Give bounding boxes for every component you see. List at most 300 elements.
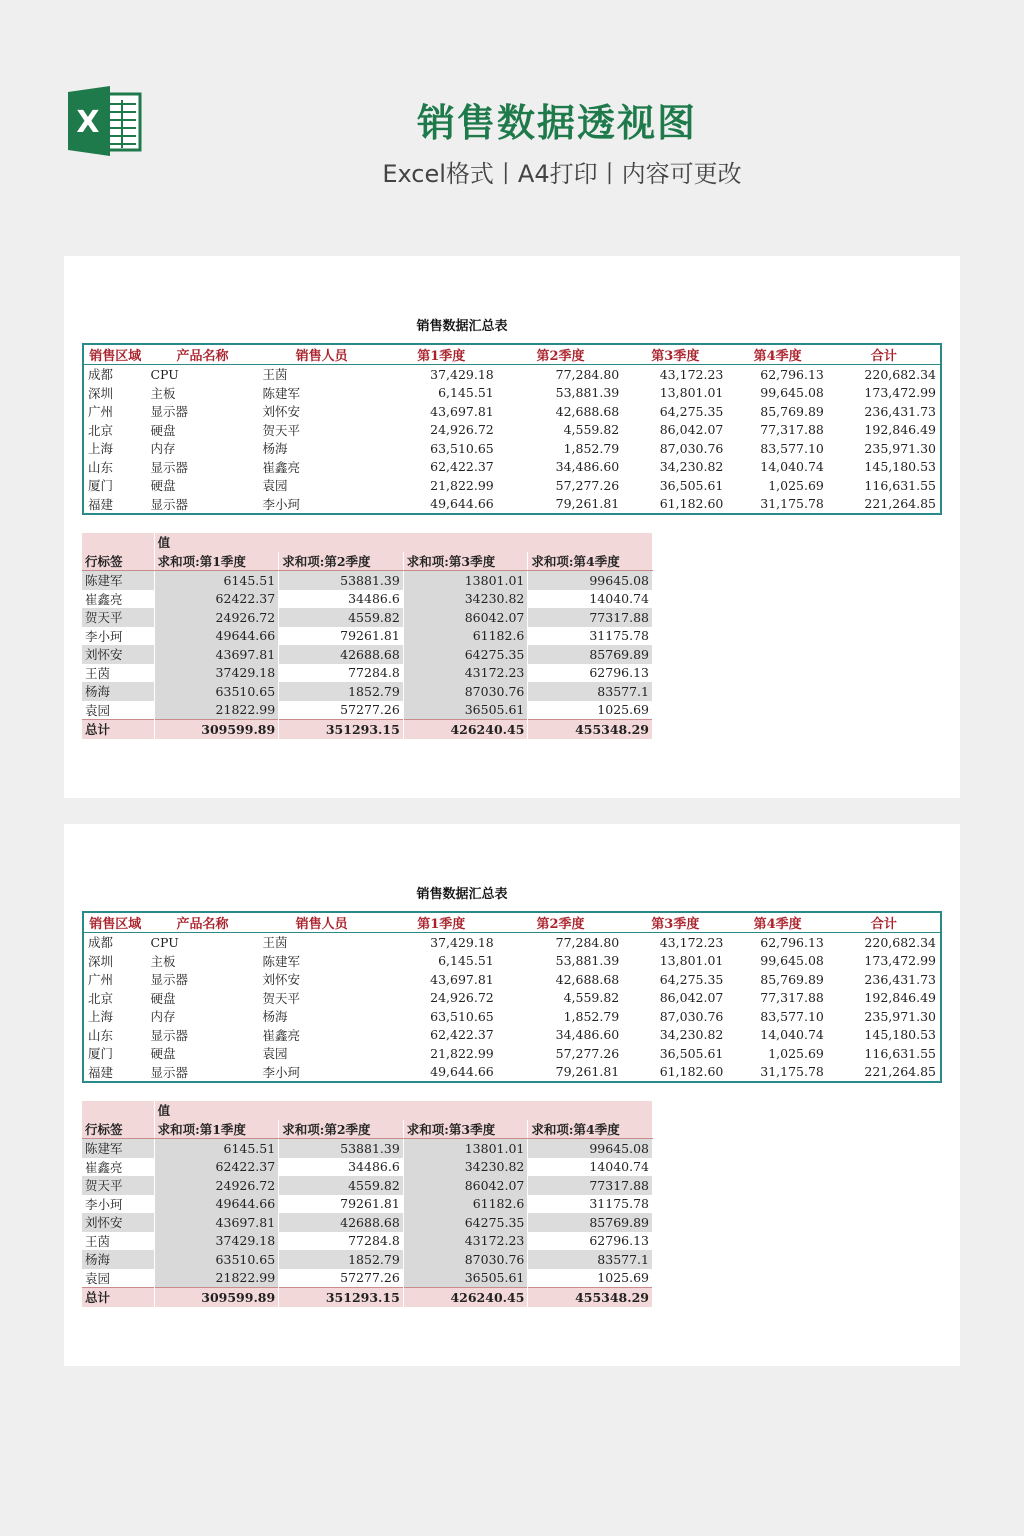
pivot-row-name: 李小珂 — [82, 1195, 154, 1214]
pivot-table — [82, 533, 653, 739]
table-row — [83, 365, 941, 384]
pivot-cell: 79261.81 — [279, 1195, 404, 1214]
pivot-total-cell: 426240.45 — [403, 720, 528, 739]
table-cell: 硬盘 — [150, 1046, 176, 1062]
pivot-cell: 64275.35 — [403, 1213, 528, 1232]
pivot-total-label: 总计 — [82, 1288, 154, 1307]
table-cell: 221,264.85 — [864, 1064, 936, 1080]
column-header: 产品名称 — [146, 912, 258, 933]
pivot-row — [82, 664, 653, 683]
table-row — [83, 402, 941, 421]
pivot-cell: 79261.81 — [279, 627, 404, 646]
pivot-blank — [82, 533, 154, 552]
pivot-row — [82, 1195, 653, 1214]
table-row — [83, 495, 941, 515]
summary-header-row — [83, 912, 941, 933]
pivot-cell: 36505.61 — [403, 701, 528, 720]
table-cell: 6,145.51 — [438, 953, 494, 969]
table-cell: 63,510.65 — [430, 440, 494, 456]
table-cell: 刘怀安 — [262, 972, 300, 988]
pivot-cell: 4559.82 — [279, 608, 404, 627]
column-header: 销售人员 — [258, 344, 384, 365]
pivot-cell: 99645.08 — [528, 1139, 653, 1158]
pivot-row-name: 袁园 — [82, 1269, 154, 1288]
table-cell: 62,796.13 — [760, 934, 824, 950]
table-cell: 13,801.01 — [659, 953, 724, 969]
pivot-total-label: 总计 — [82, 720, 154, 739]
pivot-cell: 64275.35 — [403, 645, 528, 664]
pivot-row — [82, 608, 653, 627]
pivot-cell: 4559.82 — [279, 1176, 404, 1195]
page-subtitle: Excel格式丨A4打印丨内容可更改 — [382, 160, 742, 188]
pivot-total-cell: 309599.89 — [154, 720, 279, 739]
table-cell: 77,284.80 — [555, 934, 620, 950]
pivot-cell: 87030.76 — [403, 1250, 528, 1269]
pivot-cell: 62422.37 — [154, 590, 279, 609]
pivot-row — [82, 627, 653, 646]
pivot-row-name: 陈建军 — [82, 1139, 154, 1158]
pivot-total-cell: 455348.29 — [528, 1288, 653, 1307]
pivot-cell: 83577.1 — [528, 1250, 653, 1269]
pivot-cell: 77284.8 — [279, 664, 404, 683]
pivot-cell: 53881.39 — [279, 571, 404, 590]
pivot-row — [82, 701, 653, 720]
table-cell: 53,881.39 — [555, 953, 620, 969]
table-cell: 85,769.89 — [760, 971, 824, 987]
pivot-blank — [82, 1101, 154, 1120]
pivot-column-header: 求和项:第4季度 — [528, 1120, 653, 1139]
table-cell: 53,881.39 — [555, 385, 620, 401]
pivot-cell: 85769.89 — [528, 645, 653, 664]
table-cell: 79,261.81 — [555, 496, 620, 512]
pivot-cell: 77317.88 — [528, 608, 653, 627]
pivot-cell: 43172.23 — [403, 664, 528, 683]
table-cell: 77,317.88 — [760, 990, 824, 1006]
pivot-header-row — [82, 1120, 653, 1139]
table-cell: 上海 — [88, 441, 114, 457]
table-cell: 广州 — [88, 404, 114, 420]
pivot-cell: 34230.82 — [403, 590, 528, 609]
table-cell: 4,559.82 — [563, 422, 620, 438]
table-cell: 87,030.76 — [659, 440, 724, 456]
table-cell: 236,431.73 — [864, 971, 936, 987]
pivot-cell: 77317.88 — [528, 1176, 653, 1195]
table-cell: 43,697.81 — [430, 971, 494, 987]
table-cell: 83,577.10 — [760, 440, 824, 456]
table-cell: 李小珂 — [262, 496, 300, 512]
pivot-cell: 37429.18 — [154, 664, 279, 683]
table-cell: 24,926.72 — [430, 990, 494, 1006]
table-cell: 主板 — [150, 385, 176, 401]
sheet-preview-1 — [64, 256, 960, 798]
pivot-row — [82, 1269, 653, 1288]
table-row — [83, 476, 941, 495]
pivot-row — [82, 1139, 653, 1158]
table-cell: 64,275.35 — [659, 403, 724, 419]
pivot-header-row — [82, 552, 653, 571]
column-header: 第1季度 — [385, 344, 498, 365]
table-row — [83, 970, 941, 989]
pivot-cell: 57277.26 — [279, 1269, 404, 1288]
pivot-cell: 13801.01 — [403, 571, 528, 590]
table-cell: 山东 — [88, 1027, 114, 1043]
table-cell: 福建 — [88, 1064, 114, 1080]
table-row — [83, 439, 941, 458]
table-cell: 49,644.66 — [430, 1064, 494, 1080]
column-header: 合计 — [828, 912, 941, 933]
pivot-value-row — [82, 1101, 653, 1120]
pivot-total-row — [82, 720, 653, 739]
table-cell: 厦门 — [88, 1046, 114, 1062]
table-cell: 63,510.65 — [430, 1008, 494, 1024]
table-cell: 1,852.79 — [563, 1008, 620, 1024]
pivot-row-name: 陈建军 — [82, 571, 154, 590]
table-cell: 34,486.60 — [555, 459, 620, 475]
table-cell: 83,577.10 — [760, 1008, 824, 1024]
table-cell: 62,796.13 — [760, 366, 824, 382]
table-cell: 220,682.34 — [864, 366, 936, 382]
pivot-cell: 63510.65 — [154, 682, 279, 701]
table-cell: 14,040.74 — [760, 1027, 824, 1043]
pivot-cell: 34486.6 — [279, 590, 404, 609]
table-cell: 李小珂 — [262, 1064, 300, 1080]
table-cell: 1,852.79 — [563, 440, 620, 456]
pivot-row-name: 崔鑫亮 — [82, 590, 154, 609]
table-cell: 21,822.99 — [430, 1045, 494, 1061]
pivot-column-header: 求和项:第2季度 — [279, 1120, 404, 1139]
pivot-cell: 42688.68 — [279, 1213, 404, 1232]
table-cell: 硬盘 — [150, 478, 176, 494]
pivot-row — [82, 682, 653, 701]
summary-header-row — [83, 344, 941, 365]
table-cell: 116,631.55 — [864, 477, 936, 493]
table-cell: 79,261.81 — [555, 1064, 620, 1080]
table-cell: 61,182.60 — [659, 496, 724, 512]
pivot-column-header: 求和项:第4季度 — [528, 552, 653, 571]
table-cell: 86,042.07 — [659, 990, 724, 1006]
table-cell: 36,505.61 — [659, 1045, 724, 1061]
table-cell: 43,697.81 — [430, 403, 494, 419]
pivot-cell: 6145.51 — [154, 1139, 279, 1158]
pivot-cell: 86042.07 — [403, 1176, 528, 1195]
table-row — [83, 989, 941, 1008]
column-header: 销售人员 — [258, 912, 384, 933]
table-cell: 深圳 — [88, 953, 114, 969]
pivot-cell: 24926.72 — [154, 608, 279, 627]
pivot-column-header: 求和项:第1季度 — [154, 552, 279, 571]
pivot-cell: 53881.39 — [279, 1139, 404, 1158]
table-row — [83, 933, 941, 952]
table-row — [83, 1026, 941, 1045]
table-cell: 成都 — [88, 935, 114, 951]
pivot-column-header: 求和项:第1季度 — [154, 1120, 279, 1139]
table-cell: 1,025.69 — [768, 1045, 824, 1061]
table-cell: 99,645.08 — [760, 385, 824, 401]
pivot-row — [82, 645, 653, 664]
table-cell: 99,645.08 — [760, 953, 824, 969]
table-cell: 显示器 — [150, 972, 188, 988]
sheet-title: 销售数据汇总表 — [416, 887, 508, 902]
table-cell: 43,172.23 — [659, 366, 724, 382]
pivot-cell: 49644.66 — [154, 627, 279, 646]
table-cell: 贺天平 — [262, 422, 300, 438]
pivot-cell: 62796.13 — [528, 664, 653, 683]
pivot-row-name: 刘怀安 — [82, 1213, 154, 1232]
pivot-cell: 31175.78 — [528, 627, 653, 646]
table-cell: 6,145.51 — [438, 385, 494, 401]
table-cell: 显示器 — [150, 404, 188, 420]
table-cell: 杨海 — [262, 441, 288, 457]
table-cell: 21,822.99 — [430, 477, 494, 493]
pivot-table — [82, 1101, 653, 1307]
pivot-cell: 6145.51 — [154, 571, 279, 590]
pivot-cell: 99645.08 — [528, 571, 653, 590]
table-row — [83, 384, 941, 403]
pivot-row-name: 崔鑫亮 — [82, 1158, 154, 1177]
column-header: 销售区域 — [83, 344, 146, 365]
table-cell: 显示器 — [150, 496, 188, 512]
table-cell: 77,317.88 — [760, 422, 824, 438]
table-cell: 13,801.01 — [659, 385, 724, 401]
pivot-cell: 63510.65 — [154, 1250, 279, 1269]
pivot-value-label: 值 — [154, 1101, 652, 1120]
table-cell: 221,264.85 — [864, 496, 936, 512]
pivot-row-name: 杨海 — [82, 682, 154, 701]
table-cell: 85,769.89 — [760, 403, 824, 419]
table-cell: 陈建军 — [262, 385, 300, 401]
table-row — [83, 1044, 941, 1063]
pivot-cell: 43697.81 — [154, 1213, 279, 1232]
table-cell: 广州 — [88, 972, 114, 988]
table-cell: 主板 — [150, 953, 176, 969]
table-cell: 34,230.82 — [659, 459, 724, 475]
table-cell: 福建 — [88, 496, 114, 512]
table-row — [83, 1007, 941, 1026]
pivot-cell: 1852.79 — [279, 682, 404, 701]
table-cell: 192,846.49 — [864, 422, 936, 438]
pivot-cell: 14040.74 — [528, 590, 653, 609]
pivot-row-name: 王茵 — [82, 664, 154, 683]
table-cell: 77,284.80 — [555, 366, 620, 382]
table-cell: 王茵 — [262, 935, 288, 951]
pivot-cell: 21822.99 — [154, 701, 279, 720]
table-cell: 硬盘 — [150, 422, 176, 438]
table-cell: 贺天平 — [262, 990, 300, 1006]
logo-letter: X — [76, 105, 100, 140]
table-cell: 236,431.73 — [864, 403, 936, 419]
table-cell: 57,277.26 — [555, 1045, 620, 1061]
sheet-preview-2 — [64, 824, 960, 1366]
table-cell: 4,559.82 — [563, 990, 620, 1006]
page-header — [0, 0, 1024, 240]
pivot-value-row — [82, 533, 653, 552]
pivot-cell: 86042.07 — [403, 608, 528, 627]
pivot-row-name: 王茵 — [82, 1232, 154, 1251]
table-cell: 62,422.37 — [430, 459, 494, 475]
pivot-cell: 83577.1 — [528, 682, 653, 701]
pivot-cell: 21822.99 — [154, 1269, 279, 1288]
table-cell: 袁园 — [262, 1046, 288, 1062]
table-cell: 成都 — [88, 367, 114, 383]
table-cell: 37,429.18 — [430, 366, 494, 382]
pivot-column-header: 求和项:第2季度 — [279, 552, 404, 571]
table-cell: 杨海 — [262, 1009, 288, 1025]
pivot-total-cell: 426240.45 — [403, 1288, 528, 1307]
table-cell: 36,505.61 — [659, 477, 724, 493]
pivot-cell: 43172.23 — [403, 1232, 528, 1251]
table-cell: 220,682.34 — [864, 934, 936, 950]
table-row — [83, 1063, 941, 1083]
column-header: 第2季度 — [498, 344, 624, 365]
column-header: 第1季度 — [385, 912, 498, 933]
pivot-cell: 1852.79 — [279, 1250, 404, 1269]
column-header: 合计 — [828, 344, 941, 365]
table-row — [83, 952, 941, 971]
table-cell: CPU — [150, 366, 179, 382]
table-cell: 北京 — [88, 422, 114, 438]
column-header: 销售区域 — [83, 912, 146, 933]
pivot-cell: 24926.72 — [154, 1176, 279, 1195]
table-cell: 显示器 — [150, 459, 188, 475]
table-cell: 厦门 — [88, 478, 114, 494]
summary-table — [82, 911, 942, 1083]
pivot-cell: 49644.66 — [154, 1195, 279, 1214]
sheet-title: 销售数据汇总表 — [416, 319, 508, 334]
table-cell: 山东 — [88, 459, 114, 475]
pivot-cell: 31175.78 — [528, 1195, 653, 1214]
pivot-total-row — [82, 1288, 653, 1307]
pivot-cell: 1025.69 — [528, 701, 653, 720]
table-cell: 崔鑫亮 — [262, 1027, 300, 1043]
pivot-cell: 34230.82 — [403, 1158, 528, 1177]
pivot-cell: 62796.13 — [528, 1232, 653, 1251]
pivot-row — [82, 1176, 653, 1195]
table-cell: 57,277.26 — [555, 477, 620, 493]
pivot-row-name: 李小珂 — [82, 627, 154, 646]
table-cell: 87,030.76 — [659, 1008, 724, 1024]
table-cell: 31,175.78 — [760, 496, 824, 512]
pivot-total-cell: 455348.29 — [528, 720, 653, 739]
pivot-cell: 43697.81 — [154, 645, 279, 664]
table-cell: 34,230.82 — [659, 1027, 724, 1043]
table-cell: 64,275.35 — [659, 971, 724, 987]
pivot-row — [82, 590, 653, 609]
table-cell: 24,926.72 — [430, 422, 494, 438]
table-cell: 62,422.37 — [430, 1027, 494, 1043]
column-header: 第4季度 — [727, 912, 828, 933]
table-cell: 内存 — [150, 1009, 176, 1025]
table-cell: 61,182.60 — [659, 1064, 724, 1080]
table-cell: 北京 — [88, 990, 114, 1006]
pivot-cell: 37429.18 — [154, 1232, 279, 1251]
pivot-row-name: 贺天平 — [82, 608, 154, 627]
table-row — [83, 421, 941, 440]
column-header: 第2季度 — [498, 912, 624, 933]
table-cell: 235,971.30 — [864, 1008, 936, 1024]
table-cell: 崔鑫亮 — [262, 459, 300, 475]
pivot-cell: 42688.68 — [279, 645, 404, 664]
pivot-value-label: 值 — [154, 533, 652, 552]
table-cell: 235,971.30 — [864, 440, 936, 456]
pivot-row-name: 杨海 — [82, 1250, 154, 1269]
pivot-row — [82, 1250, 653, 1269]
table-cell: 145,180.53 — [864, 459, 936, 475]
pivot-total-cell: 351293.15 — [279, 1288, 404, 1307]
pivot-row — [82, 1158, 653, 1177]
pivot-cell: 77284.8 — [279, 1232, 404, 1251]
pivot-row-label: 行标签 — [82, 552, 154, 571]
table-cell: 173,472.99 — [864, 385, 936, 401]
pivot-cell: 61182.6 — [403, 1195, 528, 1214]
pivot-cell: 85769.89 — [528, 1213, 653, 1232]
pivot-cell: 1025.69 — [528, 1269, 653, 1288]
pivot-column-header: 求和项:第3季度 — [403, 552, 528, 571]
pivot-row-name: 刘怀安 — [82, 645, 154, 664]
table-cell: 42,688.68 — [555, 971, 620, 987]
pivot-cell: 62422.37 — [154, 1158, 279, 1177]
table-cell: 86,042.07 — [659, 422, 724, 438]
table-cell: 42,688.68 — [555, 403, 620, 419]
pivot-cell: 13801.01 — [403, 1139, 528, 1158]
table-cell: 173,472.99 — [864, 953, 936, 969]
table-cell: 43,172.23 — [659, 934, 724, 950]
pivot-row — [82, 1232, 653, 1251]
pivot-row-label: 行标签 — [82, 1120, 154, 1139]
pivot-row-name: 袁园 — [82, 701, 154, 720]
pivot-row — [82, 1213, 653, 1232]
table-cell: 上海 — [88, 1009, 114, 1025]
table-cell: 34,486.60 — [555, 1027, 620, 1043]
pivot-cell: 14040.74 — [528, 1158, 653, 1177]
pivot-cell: 61182.6 — [403, 627, 528, 646]
table-cell: 14,040.74 — [760, 459, 824, 475]
summary-table — [82, 343, 942, 515]
table-cell: 145,180.53 — [864, 1027, 936, 1043]
table-cell: 显示器 — [150, 1027, 188, 1043]
pivot-total-cell: 309599.89 — [154, 1288, 279, 1307]
pivot-cell: 34486.6 — [279, 1158, 404, 1177]
pivot-column-header: 求和项:第3季度 — [403, 1120, 528, 1139]
table-cell: CPU — [150, 934, 179, 950]
pivot-cell: 36505.61 — [403, 1269, 528, 1288]
column-header: 第4季度 — [727, 344, 828, 365]
table-cell: 王茵 — [262, 367, 288, 383]
column-header: 产品名称 — [146, 344, 258, 365]
table-cell: 深圳 — [88, 385, 114, 401]
table-cell: 硬盘 — [150, 990, 176, 1006]
page-title: 销售数据透视图 — [416, 101, 697, 145]
column-header: 第3季度 — [623, 344, 727, 365]
column-header: 第3季度 — [623, 912, 727, 933]
table-row — [83, 458, 941, 477]
table-cell: 1,025.69 — [768, 477, 824, 493]
table-cell: 内存 — [150, 441, 176, 457]
table-cell: 31,175.78 — [760, 1064, 824, 1080]
table-cell: 袁园 — [262, 478, 288, 494]
table-cell: 116,631.55 — [864, 1045, 936, 1061]
table-cell: 37,429.18 — [430, 934, 494, 950]
pivot-cell: 87030.76 — [403, 682, 528, 701]
table-cell: 49,644.66 — [430, 496, 494, 512]
pivot-row-name: 贺天平 — [82, 1176, 154, 1195]
table-cell: 陈建军 — [262, 953, 300, 969]
pivot-cell: 57277.26 — [279, 701, 404, 720]
table-cell: 192,846.49 — [864, 990, 936, 1006]
pivot-row — [82, 571, 653, 590]
table-cell: 刘怀安 — [262, 404, 300, 420]
pivot-total-cell: 351293.15 — [279, 720, 404, 739]
table-cell: 显示器 — [150, 1064, 188, 1080]
